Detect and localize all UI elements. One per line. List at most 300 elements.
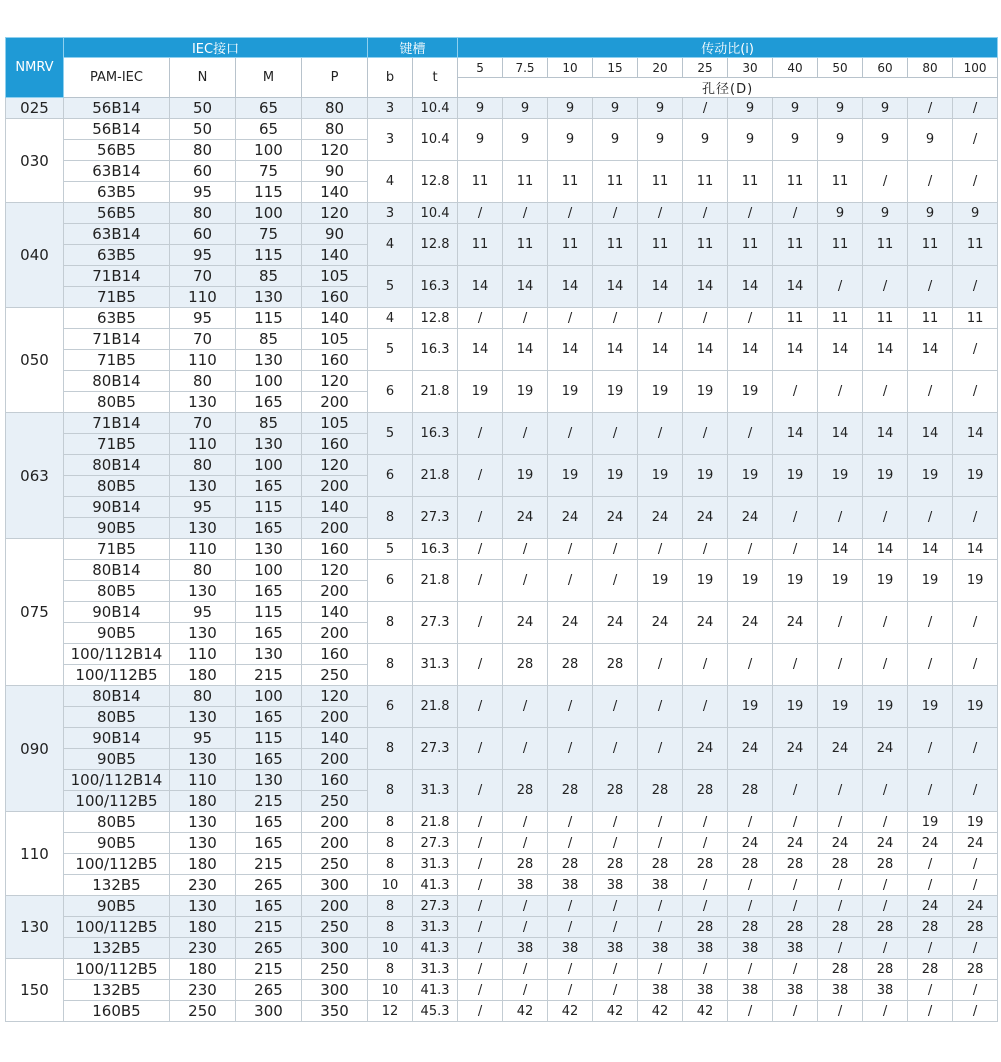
p-cell: 105	[302, 413, 368, 434]
bore-diameter-cell: 24	[638, 497, 683, 539]
bore-diameter-cell: /	[503, 203, 548, 224]
bore-diameter-cell: 28	[548, 644, 593, 686]
keyway-t-cell: 16.3	[413, 266, 458, 308]
bore-diameter-cell: /	[503, 812, 548, 833]
model-size: 025	[6, 98, 64, 119]
bore-diameter-cell: 14	[728, 266, 773, 308]
bore-diameter-cell: /	[638, 833, 683, 854]
bore-diameter-cell: /	[593, 896, 638, 917]
bore-diameter-cell: 19	[503, 455, 548, 497]
bore-diameter-cell: 28	[548, 770, 593, 812]
keyway-b-cell: 5	[368, 329, 413, 371]
bore-diameter-cell: 11	[863, 308, 908, 329]
bore-diameter-cell: /	[773, 644, 818, 686]
bore-diameter-cell: 14	[593, 266, 638, 308]
keyway-b-cell: 6	[368, 560, 413, 602]
n-cell: 230	[170, 938, 236, 959]
table-row	[6, 875, 998, 896]
bore-diameter-cell: /	[548, 980, 593, 1001]
bore-diameter-cell: 11	[503, 224, 548, 266]
n-cell: 130	[170, 749, 236, 770]
m-cell: 165	[236, 833, 302, 854]
keyway-t-cell: 21.8	[413, 455, 458, 497]
p-cell: 300	[302, 938, 368, 959]
bore-diameter-cell: 42	[593, 1001, 638, 1022]
keyway-t-cell: 27.3	[413, 497, 458, 539]
bore-diameter-cell: 14	[818, 329, 863, 371]
bore-diameter-cell: 28	[548, 854, 593, 875]
bore-diameter-cell: 19	[908, 560, 953, 602]
header-p: P	[302, 58, 368, 98]
bore-diameter-cell: /	[683, 959, 728, 980]
bore-diameter-cell: /	[458, 833, 503, 854]
bore-diameter-cell: 14	[773, 413, 818, 455]
keyway-b-cell: 4	[368, 161, 413, 203]
bore-diameter-cell: /	[728, 539, 773, 560]
m-cell: 65	[236, 119, 302, 140]
m-cell: 265	[236, 938, 302, 959]
bore-diameter-cell: 38	[638, 875, 683, 896]
bore-diameter-cell: /	[908, 770, 953, 812]
bore-diameter-cell: 9	[503, 119, 548, 161]
keyway-t-cell: 12.8	[413, 161, 458, 203]
bore-diameter-cell: /	[458, 854, 503, 875]
bore-diameter-cell: 19	[863, 560, 908, 602]
m-cell: 75	[236, 224, 302, 245]
bore-diameter-cell: 28	[818, 917, 863, 938]
keyway-t-cell: 27.3	[413, 833, 458, 854]
bore-diameter-cell: 24	[728, 497, 773, 539]
m-cell: 165	[236, 581, 302, 602]
bore-diameter-cell: /	[773, 959, 818, 980]
bore-diameter-cell: 28	[593, 770, 638, 812]
keyway-b-cell: 6	[368, 371, 413, 413]
bore-diameter-cell: 24	[503, 497, 548, 539]
bore-diameter-cell: /	[458, 959, 503, 980]
bore-diameter-cell: /	[458, 728, 503, 770]
bore-diameter-cell: 19	[683, 455, 728, 497]
bore-diameter-cell: 9	[683, 119, 728, 161]
pam-iec-cell: 100/112B5	[64, 665, 170, 686]
pam-iec-cell: 90B5	[64, 518, 170, 539]
p-cell: 250	[302, 665, 368, 686]
n-cell: 50	[170, 119, 236, 140]
table-row	[6, 1001, 998, 1022]
p-cell: 160	[302, 287, 368, 308]
n-cell: 95	[170, 497, 236, 518]
bore-diameter-cell: 14	[548, 329, 593, 371]
n-cell: 80	[170, 455, 236, 476]
m-cell: 165	[236, 623, 302, 644]
bore-diameter-cell: 28	[593, 854, 638, 875]
bore-diameter-cell: /	[728, 812, 773, 833]
bore-diameter-cell: /	[683, 644, 728, 686]
bore-diameter-cell: 28	[863, 854, 908, 875]
model-size: 090	[6, 686, 64, 812]
bore-diameter-cell: 11	[503, 161, 548, 203]
pam-iec-cell: 90B14	[64, 728, 170, 749]
bore-diameter-cell: 24	[818, 728, 863, 770]
m-cell: 215	[236, 959, 302, 980]
p-cell: 250	[302, 959, 368, 980]
bore-diameter-cell: 14	[683, 329, 728, 371]
bore-diameter-cell: /	[683, 539, 728, 560]
header-keyway-group: 键槽	[368, 38, 458, 58]
header-n: N	[170, 58, 236, 98]
table-row	[6, 644, 998, 665]
bore-diameter-cell: 28	[728, 770, 773, 812]
bore-diameter-cell: /	[503, 959, 548, 980]
pam-iec-cell: 63B5	[64, 182, 170, 203]
bore-diameter-cell: 9	[638, 119, 683, 161]
header-ratio: 80	[908, 58, 953, 78]
keyway-t-cell: 12.8	[413, 308, 458, 329]
keyway-t-cell: 21.8	[413, 812, 458, 833]
bore-diameter-cell: 38	[773, 938, 818, 959]
bore-diameter-cell: /	[458, 938, 503, 959]
keyway-b-cell: 8	[368, 854, 413, 875]
bore-diameter-cell: 19	[728, 686, 773, 728]
bore-diameter-cell: /	[683, 896, 728, 917]
pam-iec-cell: 71B5	[64, 434, 170, 455]
keyway-b-cell: 5	[368, 266, 413, 308]
p-cell: 350	[302, 1001, 368, 1022]
bore-diameter-cell: 14	[863, 329, 908, 371]
bore-diameter-cell: /	[953, 329, 998, 371]
header-ratio: 5	[458, 58, 503, 78]
bore-diameter-cell: /	[818, 896, 863, 917]
bore-diameter-cell: /	[773, 896, 818, 917]
bore-diameter-cell: 11	[548, 224, 593, 266]
keyway-t-cell: 21.8	[413, 686, 458, 728]
table-row	[6, 224, 998, 245]
model-size: 050	[6, 308, 64, 413]
bore-diameter-cell: /	[638, 812, 683, 833]
pam-iec-cell: 90B14	[64, 602, 170, 623]
keyway-t-cell: 16.3	[413, 539, 458, 560]
bore-diameter-cell: /	[458, 686, 503, 728]
bore-diameter-cell: 24	[863, 728, 908, 770]
bore-diameter-cell: 11	[683, 224, 728, 266]
p-cell: 250	[302, 791, 368, 812]
bore-diameter-cell: /	[458, 203, 503, 224]
bore-diameter-cell: 11	[683, 161, 728, 203]
bore-diameter-cell: 28	[953, 917, 998, 938]
keyway-b-cell: 10	[368, 938, 413, 959]
bore-diameter-cell: /	[458, 812, 503, 833]
bore-diameter-cell: /	[503, 539, 548, 560]
bore-diameter-cell: 28	[773, 854, 818, 875]
header-ratio: 50	[818, 58, 863, 78]
bore-diameter-cell: 9	[728, 98, 773, 119]
bore-diameter-cell: 28	[863, 917, 908, 938]
model-size: 030	[6, 119, 64, 203]
bore-diameter-cell: /	[593, 959, 638, 980]
model-size: 040	[6, 203, 64, 308]
bore-diameter-cell: /	[593, 833, 638, 854]
bore-diameter-cell: 19	[953, 812, 998, 833]
bore-diameter-cell: /	[683, 98, 728, 119]
n-cell: 230	[170, 875, 236, 896]
m-cell: 115	[236, 308, 302, 329]
bore-diameter-cell: /	[548, 812, 593, 833]
header-hole-diameter: 孔径(D)	[458, 78, 998, 98]
bore-diameter-cell: 38	[593, 938, 638, 959]
keyway-b-cell: 8	[368, 833, 413, 854]
header-ratio: 60	[863, 58, 908, 78]
bore-diameter-cell: 19	[503, 371, 548, 413]
bore-diameter-cell: /	[548, 308, 593, 329]
n-cell: 80	[170, 140, 236, 161]
m-cell: 100	[236, 686, 302, 707]
bore-diameter-cell: 14	[728, 329, 773, 371]
bore-diameter-cell: 9	[773, 98, 818, 119]
bore-diameter-cell: /	[908, 980, 953, 1001]
bore-diameter-cell: 11	[773, 308, 818, 329]
keyway-t-cell: 27.3	[413, 602, 458, 644]
keyway-b-cell: 8	[368, 497, 413, 539]
keyway-b-cell: 8	[368, 602, 413, 644]
p-cell: 80	[302, 98, 368, 119]
bore-diameter-cell: /	[548, 959, 593, 980]
n-cell: 130	[170, 581, 236, 602]
header-ratio: 10	[548, 58, 593, 78]
m-cell: 100	[236, 140, 302, 161]
p-cell: 250	[302, 917, 368, 938]
n-cell: 95	[170, 728, 236, 749]
n-cell: 130	[170, 623, 236, 644]
m-cell: 130	[236, 770, 302, 791]
bore-diameter-cell: 9	[548, 98, 593, 119]
bore-diameter-cell: 19	[863, 455, 908, 497]
bore-diameter-cell: /	[458, 1001, 503, 1022]
bore-diameter-cell: 11	[548, 161, 593, 203]
bore-diameter-cell: /	[638, 728, 683, 770]
n-cell: 80	[170, 560, 236, 581]
pam-iec-cell: 71B5	[64, 539, 170, 560]
m-cell: 85	[236, 329, 302, 350]
bore-diameter-cell: 14	[458, 329, 503, 371]
p-cell: 140	[302, 245, 368, 266]
table-row	[6, 896, 998, 917]
bore-diameter-cell: /	[593, 917, 638, 938]
bore-diameter-cell: /	[638, 308, 683, 329]
p-cell: 300	[302, 980, 368, 1001]
bore-diameter-cell: /	[638, 203, 683, 224]
bore-diameter-cell: 9	[863, 203, 908, 224]
bore-diameter-cell: 9	[953, 203, 998, 224]
bore-diameter-cell: /	[683, 203, 728, 224]
bore-diameter-cell: /	[953, 644, 998, 686]
bore-diameter-cell: /	[458, 539, 503, 560]
keyway-t-cell: 10.4	[413, 98, 458, 119]
table-row	[6, 938, 998, 959]
bore-diameter-cell: /	[458, 875, 503, 896]
bore-diameter-cell: 14	[863, 413, 908, 455]
n-cell: 110	[170, 539, 236, 560]
bore-diameter-cell: 11	[593, 224, 638, 266]
bore-diameter-cell: /	[458, 308, 503, 329]
bore-diameter-cell: /	[953, 371, 998, 413]
bore-diameter-cell: /	[728, 644, 773, 686]
pam-iec-cell: 90B5	[64, 896, 170, 917]
bore-diameter-cell: /	[683, 686, 728, 728]
bore-diameter-cell: /	[548, 833, 593, 854]
bore-diameter-cell: /	[863, 896, 908, 917]
pam-iec-cell: 132B5	[64, 875, 170, 896]
bore-diameter-cell: 24	[548, 497, 593, 539]
p-cell: 120	[302, 455, 368, 476]
pam-iec-cell: 63B5	[64, 245, 170, 266]
bore-diameter-cell: /	[593, 308, 638, 329]
bore-diameter-cell: 38	[593, 875, 638, 896]
bore-diameter-cell: /	[953, 602, 998, 644]
bore-diameter-cell: 19	[683, 560, 728, 602]
bore-diameter-cell: 19	[953, 686, 998, 728]
table-row	[6, 812, 998, 833]
m-cell: 165	[236, 896, 302, 917]
bore-diameter-cell: 19	[548, 371, 593, 413]
keyway-t-cell: 16.3	[413, 413, 458, 455]
bore-diameter-cell: 42	[683, 1001, 728, 1022]
bore-diameter-cell: /	[728, 896, 773, 917]
keyway-b-cell: 5	[368, 413, 413, 455]
m-cell: 130	[236, 434, 302, 455]
bore-diameter-cell: 42	[548, 1001, 593, 1022]
keyway-b-cell: 10	[368, 980, 413, 1001]
keyway-b-cell: 4	[368, 224, 413, 266]
bore-diameter-cell: 19	[818, 686, 863, 728]
bore-diameter-cell: 19	[953, 560, 998, 602]
bore-diameter-cell: 14	[593, 329, 638, 371]
bore-diameter-cell: /	[953, 938, 998, 959]
bore-diameter-cell: 9	[908, 119, 953, 161]
bore-diameter-cell: 9	[863, 98, 908, 119]
bore-diameter-cell: 24	[863, 833, 908, 854]
p-cell: 200	[302, 581, 368, 602]
header-m: M	[236, 58, 302, 98]
bore-diameter-cell: 28	[638, 770, 683, 812]
pam-iec-cell: 80B14	[64, 560, 170, 581]
bore-diameter-cell: /	[863, 938, 908, 959]
bore-diameter-cell: /	[818, 938, 863, 959]
bore-diameter-cell: /	[593, 539, 638, 560]
bore-diameter-cell: 19	[683, 371, 728, 413]
bore-diameter-cell: /	[908, 728, 953, 770]
bore-diameter-cell: 38	[503, 875, 548, 896]
bore-diameter-cell: /	[953, 1001, 998, 1022]
m-cell: 165	[236, 518, 302, 539]
p-cell: 140	[302, 728, 368, 749]
bore-diameter-cell: 24	[683, 728, 728, 770]
bore-diameter-cell: 28	[953, 959, 998, 980]
bore-diameter-cell: /	[458, 980, 503, 1001]
bore-diameter-cell: /	[593, 812, 638, 833]
bore-diameter-cell: 24	[773, 728, 818, 770]
p-cell: 200	[302, 518, 368, 539]
m-cell: 130	[236, 287, 302, 308]
n-cell: 110	[170, 287, 236, 308]
pam-iec-cell: 56B14	[64, 98, 170, 119]
bore-diameter-cell: 28	[728, 917, 773, 938]
keyway-t-cell: 41.3	[413, 938, 458, 959]
p-cell: 250	[302, 854, 368, 875]
keyway-b-cell: 8	[368, 896, 413, 917]
bore-diameter-cell: /	[593, 728, 638, 770]
bore-diameter-cell: /	[953, 497, 998, 539]
bore-diameter-cell: /	[683, 812, 728, 833]
table-row	[6, 917, 998, 938]
bore-diameter-cell: 19	[593, 455, 638, 497]
model-size: 130	[6, 896, 64, 959]
bore-diameter-cell: /	[953, 980, 998, 1001]
bore-diameter-cell: 14	[908, 329, 953, 371]
pam-iec-cell: 160B5	[64, 1001, 170, 1022]
keyway-b-cell: 6	[368, 686, 413, 728]
table-row	[6, 686, 998, 707]
bore-diameter-cell: /	[908, 266, 953, 308]
bore-diameter-cell: 24	[728, 728, 773, 770]
spec-table	[5, 37, 998, 1022]
keyway-t-cell: 41.3	[413, 875, 458, 896]
bore-diameter-cell: /	[728, 959, 773, 980]
n-cell: 80	[170, 371, 236, 392]
table-row	[6, 497, 998, 518]
bore-diameter-cell: /	[683, 308, 728, 329]
bore-diameter-cell: 28	[908, 959, 953, 980]
bore-diameter-cell: 24	[683, 497, 728, 539]
bore-diameter-cell: 11	[458, 161, 503, 203]
bore-diameter-cell: /	[503, 917, 548, 938]
bore-diameter-cell: /	[773, 539, 818, 560]
bore-diameter-cell: 14	[908, 539, 953, 560]
p-cell: 160	[302, 434, 368, 455]
bore-diameter-cell: 28	[503, 854, 548, 875]
n-cell: 110	[170, 434, 236, 455]
bore-diameter-cell: /	[548, 203, 593, 224]
bore-diameter-cell: 9	[593, 119, 638, 161]
header-ratio: 7.5	[503, 58, 548, 78]
bore-diameter-cell: /	[953, 266, 998, 308]
bore-diameter-cell: 38	[728, 980, 773, 1001]
p-cell: 140	[302, 602, 368, 623]
bore-diameter-cell: 28	[683, 917, 728, 938]
bore-diameter-cell: 42	[638, 1001, 683, 1022]
bore-diameter-cell: /	[863, 602, 908, 644]
bore-diameter-cell: 11	[593, 161, 638, 203]
bore-diameter-cell: /	[548, 917, 593, 938]
table-row	[6, 602, 998, 623]
keyway-t-cell: 27.3	[413, 728, 458, 770]
p-cell: 200	[302, 749, 368, 770]
bore-diameter-cell: /	[908, 602, 953, 644]
bore-diameter-cell: /	[458, 770, 503, 812]
bore-diameter-cell: 28	[503, 770, 548, 812]
m-cell: 115	[236, 182, 302, 203]
n-cell: 95	[170, 182, 236, 203]
bore-diameter-cell: /	[728, 413, 773, 455]
bore-diameter-cell: /	[458, 644, 503, 686]
bore-diameter-cell: /	[458, 413, 503, 455]
m-cell: 165	[236, 812, 302, 833]
bore-diameter-cell: 28	[593, 644, 638, 686]
m-cell: 215	[236, 791, 302, 812]
keyway-t-cell: 31.3	[413, 644, 458, 686]
bore-diameter-cell: 11	[908, 224, 953, 266]
bore-diameter-cell: /	[863, 497, 908, 539]
bore-diameter-cell: 19	[638, 560, 683, 602]
bore-diameter-cell: 19	[638, 371, 683, 413]
